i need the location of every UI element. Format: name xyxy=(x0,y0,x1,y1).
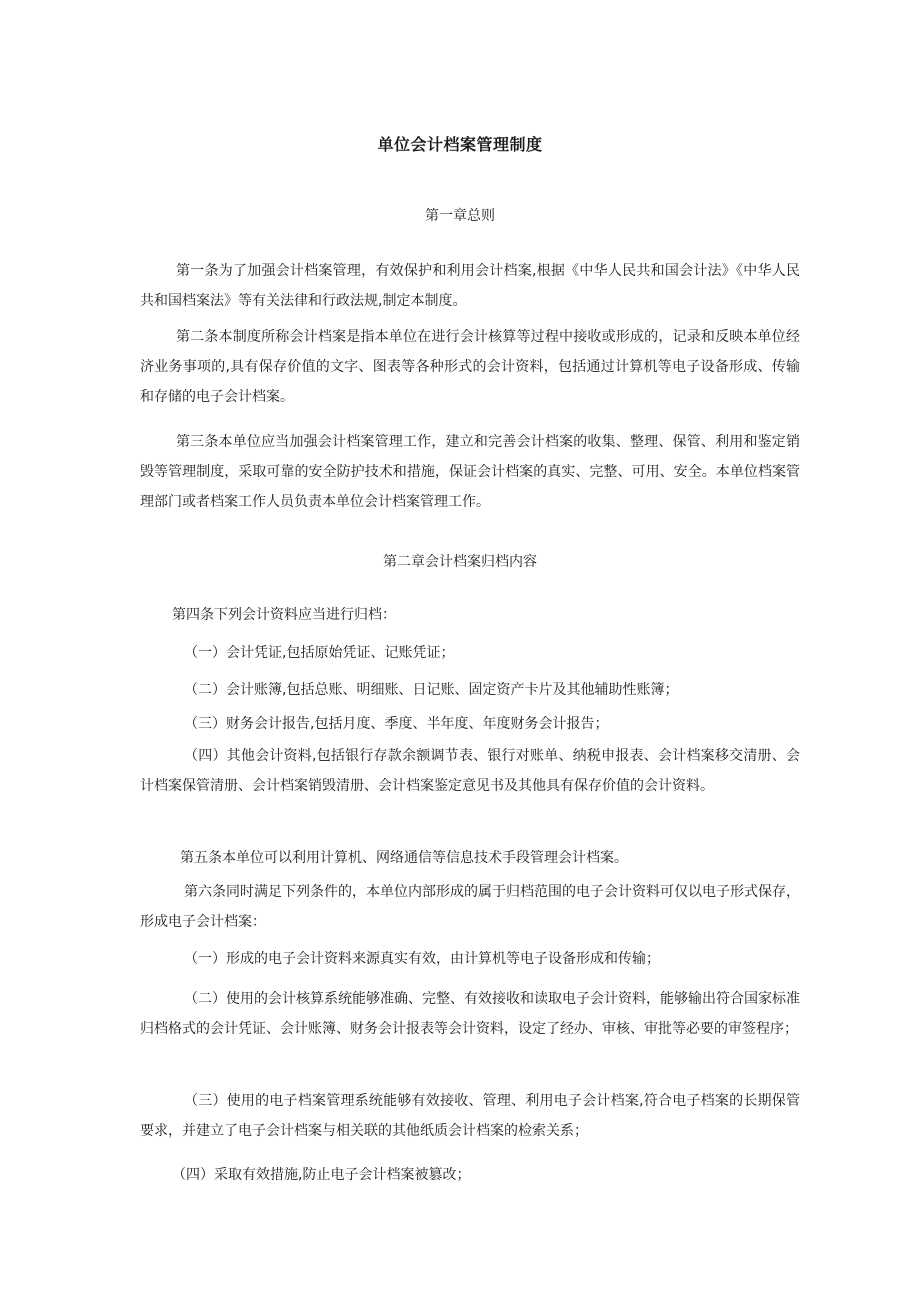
article-4: 第四条下列会计资料应当进行归档： xyxy=(172,607,396,623)
article-4-item-1: （一）会计凭证,包括原始凭证、记账凭证； xyxy=(184,645,455,661)
article-2: 第二条本制度所称会计档案是指本单位在进行会计核算等过程中接收或形成的，记录和反映本单位经济业务事项的,具有保存价值的文字、图表等各种形式的会计资料，包括通过计算机等电子设备形成、传输和存储的电子会计档案。 xyxy=(140,329,800,405)
chapter-2-heading: 第二章会计档案归档内容 xyxy=(383,554,537,570)
article-6-item-2: （二）使用的会计核算系统能够准确、完整、有效接收和读取电子会计资料，能够输出符合国家标准归档格式的会计凭证、会计账簿、财务会计报表等会计资料，设定了经办、审核、审批等必要的审签程序； xyxy=(140,991,800,1037)
article-6: 第六条同时满足下列条件的，本单位内部形成的属于归档范围的电子会计资料可仅以电子形式保存，形成电子会计档案： xyxy=(140,884,800,930)
article-3: 第三条本单位应当加强会计档案管理工作，建立和完善会计档案的收集、整理、保管、利用和鉴定销毁等管理制度，采取可靠的安全防护技术和措施，保证会计档案的真实、完整、可用、安全。本单位档案管理部门或者档案工作人员负责本单位会计档案管理工作。 xyxy=(140,434,800,510)
article-6-item-1: （一）形成的电子会计资料来源真实有效，由计算机等电子设备形成和传输； xyxy=(184,951,660,967)
article-4-item-4: （四）其他会计资料,包括银行存款余额调节表、银行对账单、纳税申报表、会计档案移交清册、会计档案保管清册、会计档案销毁清册、会计档案鉴定意见书及其他具有保存价值的会计资料。 xyxy=(140,748,800,794)
article-6-item-4: （四）采取有效措施,防止电子会计档案被篡改； xyxy=(172,1167,471,1183)
article-5: 第五条本单位可以利用计算机、网络通信等信息技术手段管理会计档案。 xyxy=(180,850,628,866)
article-1: 第一条为了加强会计档案管理，有效保护和利用会计档案,根据《中华人民共和国会计法》《中华人民共和国档案法》等有关法律和行政法规,制定本制度。 xyxy=(140,263,800,309)
chapter-1-heading: 第一章总则 xyxy=(425,208,495,224)
article-4-item-3: （三）财务会计报告,包括月度、季度、半年度、年度财务会计报告； xyxy=(184,716,609,732)
article-4-item-2: （二）会计账簿,包括总账、明细账、日记账、固定资产卡片及其他辅助性账簿； xyxy=(184,682,679,698)
document-title: 单位会计档案管理制度 xyxy=(377,135,543,154)
article-6-item-3: （三）使用的电子档案管理系统能够有效接收、管理、利用电子会计档案,符合电子档案的长期保管要求，并建立了电子会计档案与相关联的其他纸质会计档案的检索关系； xyxy=(140,1093,800,1139)
